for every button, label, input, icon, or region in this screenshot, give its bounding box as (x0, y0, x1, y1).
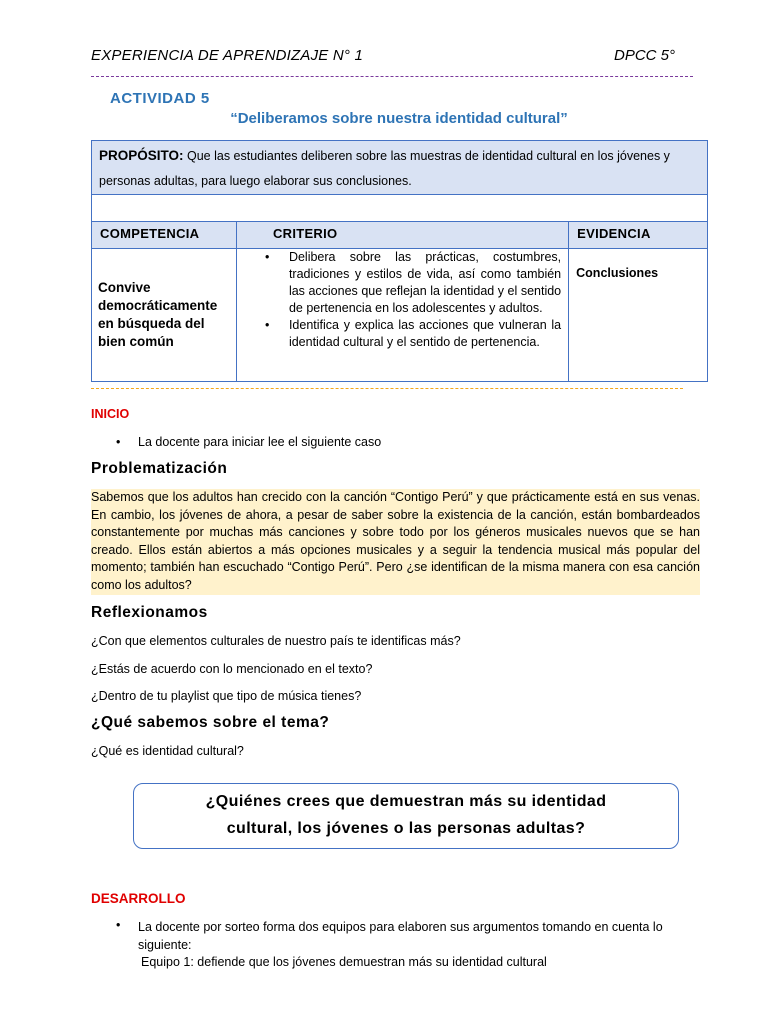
reflexionamos-heading: Reflexionamos (91, 604, 208, 621)
bullet-icon: • (116, 918, 121, 932)
criterio-list (237, 249, 561, 351)
table-divider (91, 388, 683, 389)
planning-table (91, 140, 708, 382)
reflexion-question: ¿Dentro de tu playlist que tipo de música tienes? (91, 689, 362, 703)
header-competencia: COMPETENCIA (92, 222, 237, 249)
header-evidencia: EVIDENCIA (569, 222, 708, 249)
desarrollo-bullet: La docente por sorteo forma dos equipos para elaboren sus argumentos tomando en cuenta lo siguiente: (138, 920, 663, 952)
team-1-line: Equipo 1: defiende que los jóvenes demuestran más su identidad cultural (141, 955, 547, 969)
criterio-cell (236, 249, 568, 382)
criterio-item: • Delibera sobre las prácticas, costumbres, tradiciones y estilos de vida, así como también las acciones que reflejan la identidad y el sentido de pertenencia en los adolescentes y adultos. (264, 250, 562, 315)
inicio-bullet: • La docente para iniciar lee el siguiente caso (116, 435, 382, 449)
callout-line-1: ¿Quiénes crees que demuestran más su identidad (205, 793, 607, 810)
activity-title: ACTIVIDAD 5 (110, 90, 210, 107)
sabemos-heading: ¿Qué sabemos sobre el tema? (91, 714, 330, 731)
problematizacion-heading: Problematización (91, 460, 228, 477)
header-course: DPCC 5° (614, 47, 676, 64)
reflexion-question: ¿Con que elementos culturales de nuestro país te identificas más? (91, 634, 461, 648)
empty-row (92, 195, 708, 222)
document-header (91, 47, 691, 69)
purpose-cell (92, 141, 708, 195)
competencia-cell: Convive democráticamente en búsqueda del bien común (92, 249, 237, 382)
desarrollo-label: DESARROLLO (91, 891, 186, 906)
reflexion-question: ¿Estás de acuerdo con lo mencionado en el texto? (91, 662, 373, 676)
sabemos-question: ¿Qué es identidad cultural? (91, 744, 244, 758)
callout-line-2: cultural, los jóvenes o las personas adultas? (226, 820, 586, 837)
header-criterio: CRITERIO (236, 222, 568, 249)
bullet-icon: • (116, 435, 121, 449)
criterio-item: • Identifica y explica las acciones que vulneran la identidad cultural y el sentido de pertenencia. (264, 318, 562, 349)
header-divider (91, 76, 693, 77)
purpose-text: Que las estudiantes deliberen sobre las muestras de identidad cultural en los jóvenes y personas adultas, para luego elaborar sus conclusiones. (99, 149, 670, 188)
problematizacion-text: Sabemos que los adultos han crecido con la canción “Contigo Perú” y que prácticamente está en sus venas. En cambio, los jóvenes de ahora, a pesar de saber sobre la existencia de la canción, están bombardeados constantemente por muchas más canciones y sobre todo por los géneros musicales nuevos que se han creado. Ellos están abiertos a más opciones musicales y a seguir la tendencia musical más popular del momento; también han escuchado “Contigo Perú”. Pero ¿se identifican de la misma manera con esa canción como los adultos? (91, 489, 700, 595)
callout-question-box (133, 783, 679, 849)
evidencia-cell: Conclusiones (569, 249, 708, 382)
inicio-label: INICIO (91, 407, 130, 421)
header-title: EXPERIENCIA DE APRENDIZAJE N° 1 (91, 47, 363, 64)
activity-subtitle: “Deliberamos sobre nuestra identidad cultural” (230, 110, 568, 127)
purpose-label: PROPÓSITO: (99, 148, 184, 163)
